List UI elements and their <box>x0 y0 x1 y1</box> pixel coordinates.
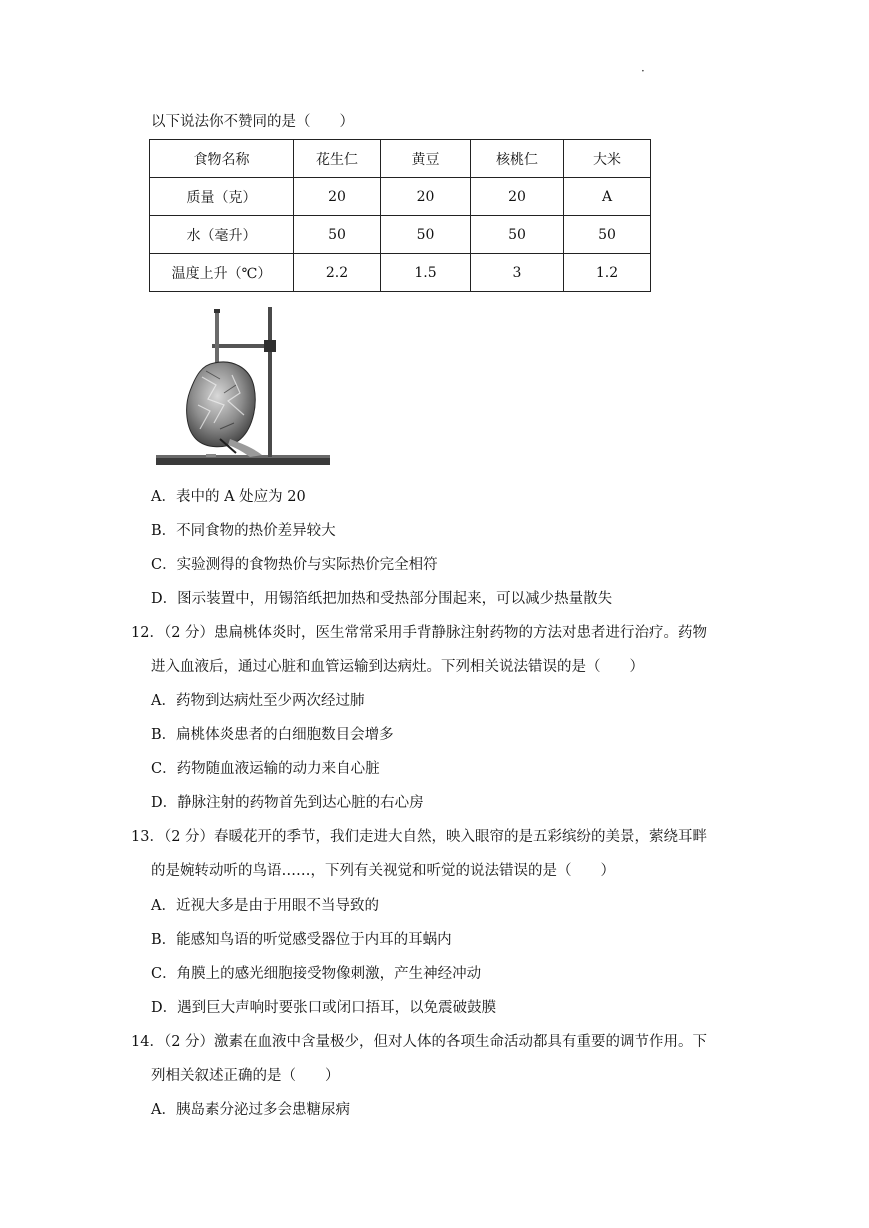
table-cell: 质量（克） <box>150 178 294 216</box>
table-cell: 20 <box>294 178 381 216</box>
q14-stem-line2: 列相关叙述正确的是（ ） <box>151 1068 340 1084</box>
q11-intro: 以下说法你不赞同的是（ ） <box>151 114 354 130</box>
apparatus-illustration <box>154 305 332 469</box>
q13-stem-line1: 13．（2 分）春暖花开的季节，我们走进大自然，映入眼帘的是五彩缤纷的美景，萦绕耳畔 <box>131 829 708 845</box>
table-cell: 2.2 <box>294 254 381 292</box>
header-mark: · <box>641 64 645 78</box>
q13-stem-line2: 的是婉转动听的鸟语……，下列有关视觉和听觉的说法错误的是（ ） <box>151 863 615 879</box>
calorimeter-apparatus-figure <box>154 305 332 469</box>
q13-option-b: B．能感知鸟语的听觉感受器位于内耳的耳蜗内 <box>151 932 452 948</box>
q13-option-c: C．角膜上的感光细胞接受物像刺激，产生神经冲动 <box>151 966 482 982</box>
q11-option-a: A．表中的 A 处应为 20 <box>151 489 306 505</box>
table-cell: 20 <box>471 178 564 216</box>
q12-stem-line2: 进入血液后，通过心脏和血管运输到达病灶。下列相关说法错误的是（ ） <box>151 659 644 675</box>
q14-option-a: A．胰岛素分泌过多会患糖尿病 <box>151 1102 350 1118</box>
q11-option-d: D．图示装置中，用锡箔纸把加热和受热部分围起来，可以减少热量散失 <box>151 591 613 607</box>
q14-stem-line1: 14．（2 分）激素在血液中含量极少，但对人体的各项生命活动都具有重要的调节作用。下 <box>131 1034 708 1050</box>
table-cell: 水（毫升） <box>150 216 294 254</box>
q12-option-b: B．扁桃体炎患者的白细胞数目会增多 <box>151 727 394 743</box>
table-row <box>150 178 651 216</box>
table-cell: 大米 <box>564 140 651 178</box>
table-cell: 温度上升（℃） <box>150 254 294 292</box>
table-cell: 50 <box>471 216 564 254</box>
q12-option-a: A．药物到达病灶至少两次经过肺 <box>151 693 365 709</box>
table-cell: 1.5 <box>381 254 471 292</box>
table-cell: 花生仁 <box>294 140 381 178</box>
table-cell: 黄豆 <box>381 140 471 178</box>
table-row <box>150 216 651 254</box>
table-cell: 3 <box>471 254 564 292</box>
q12-option-c: C．药物随血液运输的动力来自心脏 <box>151 761 380 777</box>
table-cell: 1.2 <box>564 254 651 292</box>
table-cell: 20 <box>381 178 471 216</box>
table-header-row <box>150 140 651 178</box>
table-cell: 50 <box>381 216 471 254</box>
q12-stem-line1: 12．（2 分）患扁桃体炎时，医生常常采用手背静脉注射药物的方法对患者进行治疗。药物 <box>131 625 708 641</box>
food-heat-table <box>149 139 651 292</box>
table-cell: 50 <box>294 216 381 254</box>
q11-option-b: B．不同食物的热价差异较大 <box>151 523 336 539</box>
q12-option-d: D．静脉注射的药物首先到达心脏的右心房 <box>151 795 424 811</box>
table-cell: 核桃仁 <box>471 140 564 178</box>
table-row <box>150 254 651 292</box>
table-cell: A <box>564 178 651 216</box>
table-cell: 50 <box>564 216 651 254</box>
q11-option-c: C．实验测得的食物热价与实际热价完全相符 <box>151 557 438 573</box>
q13-option-d: D．遇到巨大声响时要张口或闭口捂耳，以免震破鼓膜 <box>151 1000 497 1016</box>
table-cell: 食物名称 <box>150 140 294 178</box>
q13-option-a: A．近视大多是由于用眼不当导致的 <box>151 898 379 914</box>
